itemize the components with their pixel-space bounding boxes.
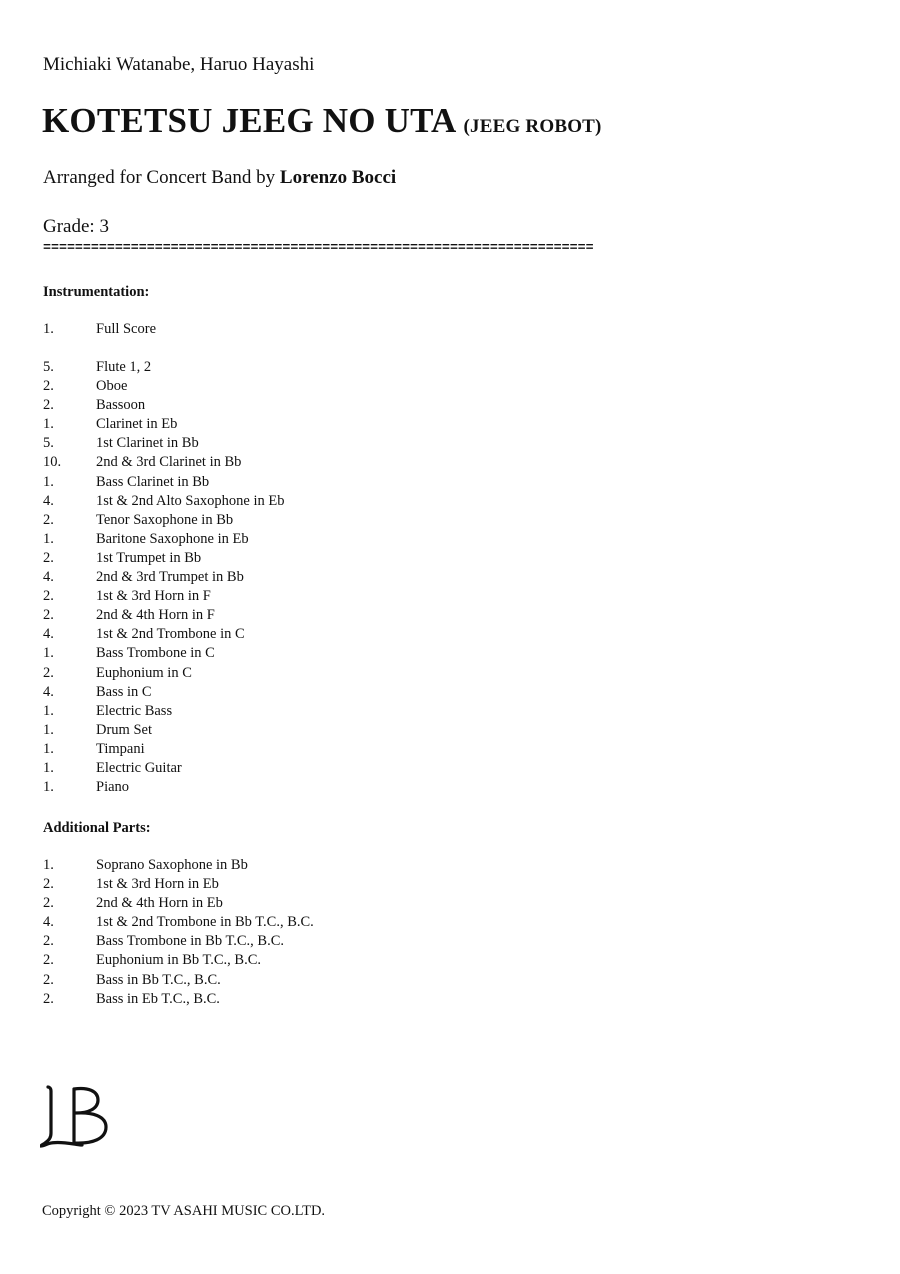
- part-name: 1st & 2nd Trombone in Bb T.C., B.C.: [96, 914, 314, 931]
- part-name: Bass Trombone in Bb T.C., B.C.: [96, 933, 285, 950]
- part-quantity: 4.: [43, 492, 54, 509]
- list-item: [43, 644, 285, 663]
- part-name: Tenor Saxophone in Bb: [96, 511, 234, 528]
- part-name: 1st & 2nd Trombone in C: [96, 626, 245, 643]
- part-name: 2nd & 4th Horn in Eb: [96, 895, 223, 912]
- lb-monogram-icon: [40, 1083, 112, 1149]
- part-name: 2nd & 3rd Trumpet in Bb: [96, 569, 244, 586]
- part-name: 1st Trumpet in Bb: [96, 549, 202, 566]
- part-name: Oboe: [96, 378, 128, 395]
- part-quantity: 1.: [43, 857, 54, 873]
- divider-rule: =====================================================================: [43, 240, 594, 255]
- list-item: [43, 894, 314, 913]
- list-item: [43, 951, 314, 970]
- list-item: [43, 856, 314, 875]
- part-quantity: 1.: [43, 530, 54, 547]
- arranged-prefix: Arranged for Concert Band by: [43, 167, 276, 188]
- part-name: Bassoon: [96, 397, 146, 414]
- part-quantity: 2.: [43, 549, 54, 566]
- part-quantity: 1.: [43, 779, 54, 796]
- part-quantity: 2.: [43, 971, 54, 988]
- part-name: Clarinet in Eb: [96, 416, 178, 433]
- list-item: [43, 530, 285, 549]
- arranger-name: Lorenzo Bocci: [279, 167, 397, 188]
- part-name: Electric Guitar: [96, 759, 182, 776]
- part-quantity: 1.: [43, 473, 54, 490]
- part-name: 1st & 3rd Horn in F: [96, 588, 211, 605]
- part-name: 1st & 2nd Alto Saxophone in Eb: [96, 492, 285, 509]
- list-item: [43, 473, 285, 492]
- grade-label: Grade: 3: [43, 216, 109, 237]
- part-name: Piano: [96, 779, 130, 796]
- part-name: Bass in Bb T.C., B.C.: [96, 971, 221, 988]
- part-name: Bass Clarinet in Bb: [96, 473, 210, 490]
- lb-logo: [40, 1083, 112, 1149]
- list-item: [43, 434, 285, 453]
- list-item: [43, 683, 285, 702]
- list-item: [43, 511, 285, 530]
- composers: Michiaki Watanabe, Haruo Hayashi: [43, 54, 315, 75]
- list-item: [43, 740, 285, 759]
- score-list: [43, 320, 156, 339]
- list-item: [43, 415, 285, 434]
- copyright-notice: Copyright © 2023 TV ASAHI MUSIC CO.LTD.: [42, 1203, 326, 1219]
- part-name: Drum Set: [96, 721, 152, 738]
- part-name: Flute 1, 2: [96, 359, 152, 375]
- part-name: 1st Clarinet in Bb: [96, 435, 199, 452]
- part-quantity: 4.: [43, 626, 54, 643]
- list-item: [43, 358, 285, 377]
- part-quantity: 1.: [43, 645, 54, 662]
- part-name: Soprano Saxophone in Bb: [96, 857, 248, 873]
- list-item: [43, 971, 314, 990]
- list-item: [43, 625, 285, 644]
- part-name: Euphonium in C: [96, 664, 192, 681]
- part-name: 2nd & 3rd Clarinet in Bb: [96, 454, 242, 471]
- part-quantity: 2.: [43, 588, 54, 605]
- list-item: [43, 377, 285, 396]
- part-name: 2nd & 4th Horn in F: [96, 607, 215, 624]
- page-title: [42, 101, 602, 141]
- part-quantity: 10.: [43, 454, 62, 471]
- additional-parts-list: [43, 856, 314, 1009]
- part-quantity: 2.: [43, 664, 54, 681]
- list-item: [43, 778, 285, 797]
- part-name: Full Score: [96, 321, 157, 337]
- list-item: [43, 932, 314, 951]
- list-item: [43, 320, 156, 339]
- part-quantity: 1.: [43, 721, 54, 738]
- part-quantity: 4.: [43, 683, 54, 700]
- instrumentation-list: [43, 358, 285, 797]
- part-quantity: 2.: [43, 378, 54, 395]
- list-item: [43, 759, 285, 778]
- list-item: [43, 492, 285, 511]
- part-quantity: 1.: [43, 702, 54, 719]
- part-quantity: 2.: [43, 876, 54, 893]
- part-name: Bass Trombone in C: [96, 645, 215, 662]
- list-item: [43, 913, 314, 932]
- part-name: Euphonium in Bb T.C., B.C.: [96, 952, 262, 969]
- part-quantity: 2.: [43, 895, 54, 912]
- list-item: [43, 875, 314, 894]
- part-quantity: 1.: [43, 740, 54, 757]
- list-item: [43, 702, 285, 721]
- part-name: Timpani: [96, 740, 145, 757]
- part-quantity: 2.: [43, 397, 54, 414]
- part-quantity: 1.: [43, 416, 54, 433]
- part-quantity: 1.: [43, 321, 54, 337]
- part-quantity: 2.: [43, 933, 54, 950]
- part-quantity: 5.: [43, 359, 54, 375]
- part-quantity: 1.: [43, 759, 54, 776]
- list-item: [43, 453, 285, 472]
- part-name: Baritone Saxophone in Eb: [96, 530, 249, 547]
- part-name: 1st & 3rd Horn in Eb: [96, 876, 219, 893]
- part-name: Bass in C: [96, 683, 152, 700]
- part-quantity: 4.: [43, 914, 54, 931]
- list-item: [43, 606, 285, 625]
- list-item: [43, 664, 285, 683]
- part-quantity: 2.: [43, 607, 54, 624]
- part-quantity: 2.: [43, 952, 54, 969]
- part-name: Electric Bass: [96, 702, 173, 719]
- instrumentation-heading: Instrumentation:: [43, 284, 150, 300]
- part-quantity: 4.: [43, 569, 54, 586]
- list-item: [43, 568, 285, 587]
- part-quantity: 2.: [43, 511, 54, 528]
- title-main: KOTETSU JEEG NO UTA: [42, 101, 455, 140]
- list-item: [43, 587, 285, 606]
- list-item: [43, 721, 285, 740]
- part-quantity: 5.: [43, 435, 54, 452]
- list-item: [43, 396, 285, 415]
- list-item: [43, 990, 314, 1009]
- part-name: Bass in Eb T.C., B.C.: [96, 990, 220, 1007]
- additional-parts-heading: Additional Parts:: [43, 820, 151, 836]
- part-quantity: 2.: [43, 990, 54, 1007]
- list-item: [43, 549, 285, 568]
- title-subtitle: (JEEG ROBOT): [463, 116, 602, 137]
- arranged-by-line: [43, 167, 396, 189]
